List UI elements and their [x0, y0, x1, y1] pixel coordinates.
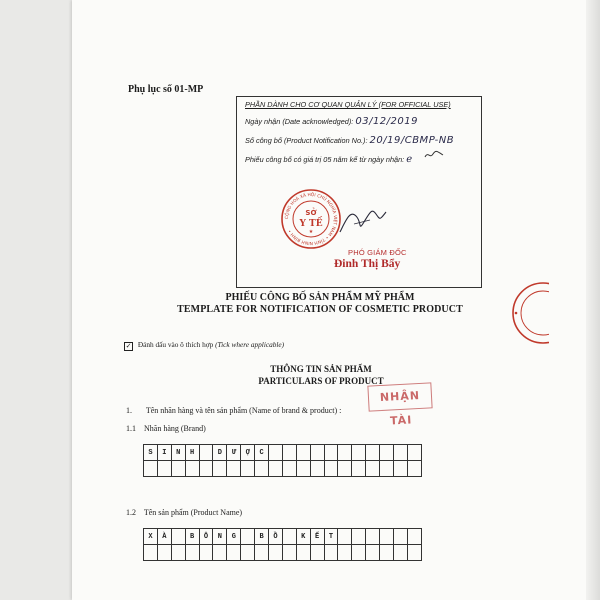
product-grid-cell: B	[255, 529, 269, 545]
brand-grid-row-2	[144, 461, 422, 477]
brand-grid-cell	[283, 461, 297, 477]
appendix-label: Phụ lục số 01-MP	[128, 84, 204, 95]
signatory-position: PHÓ GIÁM ĐỐC	[348, 248, 407, 257]
product-grid-cell	[269, 545, 283, 561]
product-grid-cell	[241, 529, 255, 545]
brand-grid-cell	[338, 445, 352, 461]
brand-grid-cell: Ư	[227, 445, 241, 461]
brand-grid-cell	[269, 461, 283, 477]
checkbox-example-icon: ✓	[125, 342, 132, 350]
product-grid-cell	[338, 529, 352, 545]
brand-grid	[143, 444, 422, 477]
svg-text:★: ★	[308, 229, 314, 235]
initial-signature	[424, 150, 444, 160]
brand-grid-cell	[311, 461, 325, 477]
brand-grid-cell	[394, 445, 408, 461]
brand-grid-cell	[380, 461, 394, 477]
brand-grid-cell	[241, 461, 255, 477]
notification-number-row	[245, 135, 454, 146]
product-grid-cell	[172, 529, 186, 545]
brand-grid-cell	[297, 461, 311, 477]
date-acknowledged-label: Ngày nhận (Date acknowledged):	[245, 117, 354, 126]
validity-text: Phiếu công bố có giá trị 05 năm kể từ ngày nhận:	[245, 155, 405, 164]
product-grid-cell	[241, 545, 255, 561]
question-1-1	[126, 424, 206, 433]
product-grid-cell: K	[297, 529, 311, 545]
product-grid-cell	[325, 545, 339, 561]
brand-grid-cell: I	[158, 445, 172, 461]
product-grid-cell: Ô	[200, 529, 214, 545]
brand-grid-cell	[311, 445, 325, 461]
brand-grid-cell	[172, 461, 186, 477]
brand-grid-cell	[408, 461, 422, 477]
product-grid-cell	[297, 545, 311, 561]
product-grid-cell	[408, 545, 422, 561]
brand-grid-cell	[144, 461, 158, 477]
notification-number-value: 20/19/CBMP-NB	[369, 135, 455, 146]
seal-center-top: SỞ	[305, 209, 317, 217]
product-grid-cell	[380, 545, 394, 561]
brand-grid-cell	[380, 445, 394, 461]
product-grid-cell: Ồ	[269, 529, 283, 545]
received-stamp: NHẬN TÀI	[367, 382, 432, 411]
product-grid-cell	[227, 545, 241, 561]
product-grid-cell	[380, 529, 394, 545]
date-acknowledged-row	[245, 116, 418, 127]
brand-grid-cell	[283, 445, 297, 461]
product-grid-cell: N	[213, 529, 227, 545]
brand-grid-cell	[200, 445, 214, 461]
product-grid-cell: À	[158, 529, 172, 545]
form-title-english: TEMPLATE FOR NOTIFICATION OF COSMETIC PRODUCT	[177, 304, 463, 315]
question-1-2	[126, 508, 242, 517]
brand-grid-cell	[366, 445, 380, 461]
brand-grid-cell	[158, 461, 172, 477]
brand-grid-cell	[325, 461, 339, 477]
product-grid-cell: B	[186, 529, 200, 545]
product-grid-cell	[338, 545, 352, 561]
brand-grid-cell	[394, 461, 408, 477]
brand-grid-cell: N	[172, 445, 186, 461]
product-grid-cell	[186, 545, 200, 561]
product-grid-cell	[352, 545, 366, 561]
product-grid-cell: Ế	[311, 529, 325, 545]
product-grid-cell	[213, 545, 227, 561]
product-grid-cell: G	[227, 529, 241, 545]
brand-grid-cell: D	[213, 445, 227, 461]
brand-grid-cell	[227, 461, 241, 477]
product-grid-cell	[283, 529, 297, 545]
product-grid-cell	[408, 529, 422, 545]
seal-center-main: Y TẾ	[299, 219, 323, 229]
signatory-name: Đinh Thị Bẩy	[334, 258, 401, 270]
brand-grid-cell: Ợ	[241, 445, 255, 461]
product-grid-cell	[144, 545, 158, 561]
question-1-2-number: 1.2	[126, 508, 136, 517]
brand-grid-cell: C	[255, 445, 269, 461]
product-grid-row-1	[144, 529, 422, 545]
seal-ring-text: CỘNG HOÀ XÃ HỘI CHỦ NGHĨA VIỆT NAM • TỈNH NINH BÌNH •	[284, 192, 338, 246]
official-use-header: PHẦN DÀNH CHO CƠ QUAN QUẢN LÝ (FOR OFFICIAL USE)	[245, 100, 451, 109]
question-1	[126, 406, 341, 415]
brand-grid-cell	[338, 461, 352, 477]
brand-grid-cell	[297, 445, 311, 461]
product-grid-cell	[394, 529, 408, 545]
question-1-1-number: 1.1	[126, 424, 136, 433]
brand-grid-cell	[200, 461, 214, 477]
notification-number-label: Số công bố (Product Notification No.):	[245, 136, 368, 145]
brand-grid-cell	[408, 445, 422, 461]
brand-grid-cell	[352, 461, 366, 477]
brand-grid-row-1	[144, 445, 422, 461]
section-title-english: PARTICULARS OF PRODUCT	[258, 376, 384, 386]
product-grid-cell	[158, 545, 172, 561]
brand-grid-cell	[269, 445, 283, 461]
brand-grid-cell	[352, 445, 366, 461]
question-1-2-text: Tên sản phẩm (Product Name)	[143, 508, 243, 517]
product-grid-cell	[200, 545, 214, 561]
tick-instruction	[124, 340, 284, 351]
product-grid-cell: X	[144, 529, 158, 545]
section-title-vietnamese: THÔNG TIN SẢN PHẨM	[270, 364, 372, 374]
brand-grid-cell: H	[186, 445, 200, 461]
product-name-grid	[143, 528, 422, 561]
brand-grid-cell	[255, 461, 269, 477]
tick-text-english: (Tick where applicable)	[215, 340, 285, 349]
question-1-text: Tên nhãn hàng và tên sản phẩm (Name of brand & product) :	[145, 406, 342, 415]
question-1-number: 1.	[126, 406, 132, 415]
brand-grid-cell: S	[144, 445, 158, 461]
product-grid-row-2	[144, 545, 422, 561]
product-grid-cell	[352, 529, 366, 545]
brand-grid-cell	[325, 445, 339, 461]
product-grid-cell	[366, 529, 380, 545]
brand-grid-cell	[186, 461, 200, 477]
product-grid-cell	[311, 545, 325, 561]
product-grid-cell	[255, 545, 269, 561]
brand-grid-cell	[213, 461, 227, 477]
brand-grid-cell	[366, 461, 380, 477]
product-grid-cell	[366, 545, 380, 561]
date-acknowledged-value: 03/12/2019	[355, 116, 418, 127]
product-grid-cell	[394, 545, 408, 561]
product-grid-cell: T	[325, 529, 339, 545]
director-signature	[336, 202, 388, 238]
product-grid-cell	[283, 545, 297, 561]
question-1-1-text: Nhãn hàng (Brand)	[144, 424, 206, 433]
validity-row	[245, 154, 413, 165]
tick-text-vietnamese: Đánh dấu vào ô thích hợp	[137, 340, 214, 349]
product-grid-cell	[172, 545, 186, 561]
validity-initial: ℯ	[406, 154, 413, 165]
form-title-vietnamese: PHIẾU CÔNG BỐ SẢN PHẨM MỸ PHẨM	[225, 292, 415, 303]
health-department-seal	[280, 188, 342, 250]
